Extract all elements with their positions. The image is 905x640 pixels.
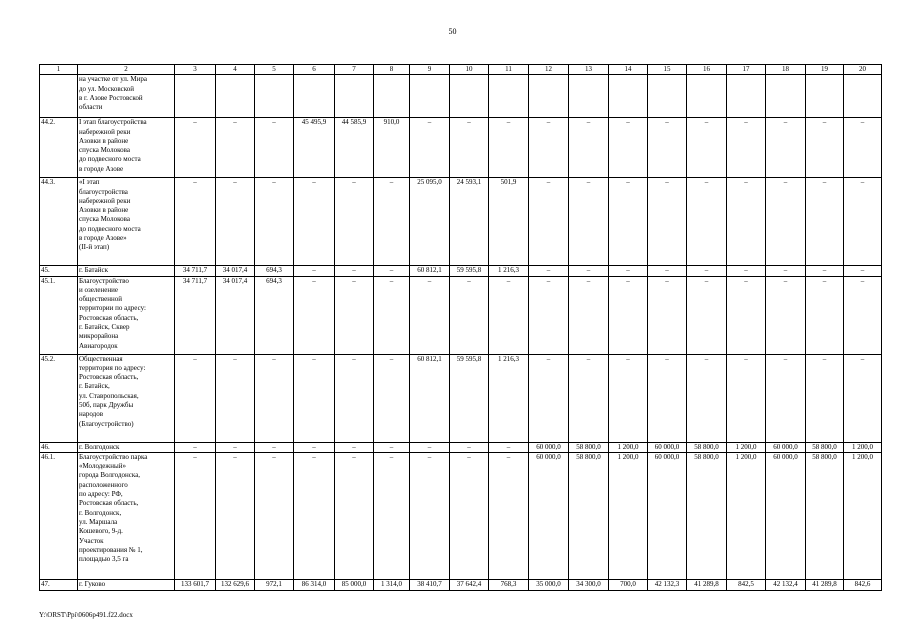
value-cell: –: [687, 118, 727, 178]
value-cell: –: [255, 452, 294, 579]
value-cell: –: [294, 266, 335, 276]
value-cell: –: [727, 276, 766, 354]
value-cell: –: [335, 266, 374, 276]
value-cell: [529, 75, 569, 118]
value-cell: –: [175, 118, 216, 178]
column-header: 1: [40, 65, 78, 75]
value-cell: –: [529, 276, 569, 354]
value-cell: 44 585,9: [335, 118, 374, 178]
value-cell: 59 595,8: [450, 354, 489, 442]
value-cell: –: [216, 452, 255, 579]
value-cell: –: [687, 266, 727, 276]
column-header: 20: [844, 65, 882, 75]
file-path: Y:\ORST\Ppi\0606p491.f22.docx: [39, 611, 133, 619]
row-number: 45.1.: [40, 276, 78, 354]
value-cell: 910,0: [374, 118, 410, 178]
value-cell: –: [216, 118, 255, 178]
value-cell: –: [569, 266, 609, 276]
table-row: [40, 178, 882, 266]
row-name: Общественная территория по адресу: Ростовская область, г. Батайск, ул. Ставропольская, 50б, парк Дружбы народов (Благоустройство): [78, 354, 175, 442]
value-cell: 41 289,8: [687, 579, 727, 590]
table-row: [40, 118, 882, 178]
value-cell: 41 289,8: [806, 579, 844, 590]
value-cell: –: [806, 354, 844, 442]
value-cell: 842,5: [727, 579, 766, 590]
row-name: г. Гуково: [78, 579, 175, 590]
value-cell: –: [374, 266, 410, 276]
column-header: 2: [78, 65, 175, 75]
value-cell: –: [335, 178, 374, 266]
value-cell: 842,6: [844, 579, 882, 590]
value-cell: –: [569, 178, 609, 266]
column-header: 3: [175, 65, 216, 75]
value-cell: –: [489, 442, 529, 452]
value-cell: 1 200,0: [609, 442, 648, 452]
value-cell: –: [175, 442, 216, 452]
value-cell: –: [489, 118, 529, 178]
value-cell: [766, 75, 806, 118]
value-cell: 60 000,0: [648, 452, 687, 579]
value-cell: [727, 75, 766, 118]
row-name: г. Волгодонск: [78, 442, 175, 452]
value-cell: –: [806, 178, 844, 266]
column-header: 18: [766, 65, 806, 75]
value-cell: –: [727, 266, 766, 276]
value-cell: –: [727, 354, 766, 442]
page-number: 50: [448, 27, 457, 36]
value-cell: –: [569, 354, 609, 442]
value-cell: –: [766, 276, 806, 354]
value-cell: [450, 75, 489, 118]
value-cell: 45 495,9: [294, 118, 335, 178]
value-cell: 768,3: [489, 579, 529, 590]
value-cell: 85 000,0: [335, 579, 374, 590]
value-cell: –: [175, 178, 216, 266]
value-cell: [255, 75, 294, 118]
value-cell: –: [294, 276, 335, 354]
value-cell: –: [335, 442, 374, 452]
table-row: [40, 276, 882, 354]
value-cell: –: [374, 452, 410, 579]
value-cell: –: [450, 442, 489, 452]
value-cell: 1 200,0: [609, 452, 648, 579]
value-cell: –: [450, 118, 489, 178]
value-cell: [175, 75, 216, 118]
value-cell: 1 200,0: [727, 452, 766, 579]
value-cell: –: [489, 276, 529, 354]
value-cell: [569, 75, 609, 118]
value-cell: –: [609, 276, 648, 354]
value-cell: –: [255, 354, 294, 442]
value-cell: –: [609, 118, 648, 178]
value-cell: –: [609, 266, 648, 276]
value-cell: 60 812,1: [410, 354, 450, 442]
value-cell: –: [294, 442, 335, 452]
column-header: 16: [687, 65, 727, 75]
value-cell: –: [175, 452, 216, 579]
value-cell: 1 216,3: [489, 266, 529, 276]
value-cell: 34 300,0: [569, 579, 609, 590]
value-cell: –: [175, 354, 216, 442]
value-cell: [216, 75, 255, 118]
table-row: [40, 266, 882, 276]
header-row: [40, 65, 882, 75]
value-cell: 25 095,0: [410, 178, 450, 266]
value-cell: 34 017,4: [216, 266, 255, 276]
value-cell: 694,3: [255, 276, 294, 354]
value-cell: –: [529, 178, 569, 266]
value-cell: –: [450, 276, 489, 354]
value-cell: –: [648, 118, 687, 178]
value-cell: –: [844, 178, 882, 266]
value-cell: –: [529, 266, 569, 276]
value-cell: [335, 75, 374, 118]
value-cell: 1 200,0: [844, 442, 882, 452]
value-cell: [609, 75, 648, 118]
row-number: 44.3.: [40, 178, 78, 266]
value-cell: –: [294, 452, 335, 579]
value-cell: –: [844, 118, 882, 178]
value-cell: –: [766, 354, 806, 442]
budget-table: [39, 64, 882, 591]
value-cell: –: [335, 354, 374, 442]
value-cell: –: [806, 118, 844, 178]
value-cell: 58 800,0: [569, 442, 609, 452]
column-header: 5: [255, 65, 294, 75]
value-cell: –: [648, 276, 687, 354]
value-cell: –: [806, 266, 844, 276]
value-cell: [806, 75, 844, 118]
value-cell: 1 200,0: [727, 442, 766, 452]
value-cell: –: [569, 276, 609, 354]
value-cell: –: [255, 178, 294, 266]
value-cell: 38 410,7: [410, 579, 450, 590]
column-header: 9: [410, 65, 450, 75]
value-cell: 501,9: [489, 178, 529, 266]
column-header: 15: [648, 65, 687, 75]
value-cell: –: [844, 354, 882, 442]
value-cell: –: [844, 266, 882, 276]
row-name: Благоустройство и озеленение общественной территории по адресу: Ростовская область, г. Батайск, Сквер микрорайона Авиагородок: [78, 276, 175, 354]
value-cell: 58 800,0: [569, 452, 609, 579]
value-cell: 58 800,0: [806, 452, 844, 579]
column-header: 13: [569, 65, 609, 75]
column-header: 7: [335, 65, 374, 75]
value-cell: 60 812,1: [410, 266, 450, 276]
value-cell: –: [410, 118, 450, 178]
value-cell: –: [569, 118, 609, 178]
value-cell: –: [687, 354, 727, 442]
value-cell: 58 800,0: [806, 442, 844, 452]
value-cell: 700,0: [609, 579, 648, 590]
value-cell: –: [648, 266, 687, 276]
value-cell: –: [294, 354, 335, 442]
value-cell: –: [374, 276, 410, 354]
value-cell: 42 132,3: [648, 579, 687, 590]
column-header: 17: [727, 65, 766, 75]
value-cell: 60 000,0: [529, 442, 569, 452]
value-cell: 86 314,0: [294, 579, 335, 590]
value-cell: [648, 75, 687, 118]
value-cell: –: [489, 452, 529, 579]
row-name: на участке от ул. Мира до ул. Московской в г. Азове Ростовской области: [78, 75, 175, 118]
value-cell: –: [216, 178, 255, 266]
value-cell: 60 000,0: [766, 442, 806, 452]
value-cell: –: [609, 178, 648, 266]
table-row: [40, 354, 882, 442]
column-header: 4: [216, 65, 255, 75]
row-number: 44.2.: [40, 118, 78, 178]
value-cell: 35 000,0: [529, 579, 569, 590]
value-cell: 58 800,0: [687, 442, 727, 452]
row-name: г. Батайск: [78, 266, 175, 276]
value-cell: –: [648, 178, 687, 266]
value-cell: 1 314,0: [374, 579, 410, 590]
value-cell: 42 132,4: [766, 579, 806, 590]
value-cell: 24 593,1: [450, 178, 489, 266]
table-row: [40, 75, 882, 118]
value-cell: –: [529, 354, 569, 442]
value-cell: –: [609, 354, 648, 442]
value-cell: –: [410, 276, 450, 354]
value-cell: [410, 75, 450, 118]
column-header: 11: [489, 65, 529, 75]
row-number: 45.: [40, 266, 78, 276]
row-name: I этап благоустройства набережной реки Азовки в районе спуска Молокова до подвесного моста в городе Азове: [78, 118, 175, 178]
value-cell: –: [335, 452, 374, 579]
value-cell: [687, 75, 727, 118]
value-cell: 34 017,4: [216, 276, 255, 354]
value-cell: –: [255, 442, 294, 452]
value-cell: –: [766, 118, 806, 178]
row-number: 46.: [40, 442, 78, 452]
value-cell: –: [374, 354, 410, 442]
value-cell: 34 711,7: [175, 276, 216, 354]
row-name: Благоустройство парка «Молодежный» города Волгодонска, расположенного по адресу: РФ, Ростовская область, г. Волгодонск, ул. Маршала Кошевого, 9-д. Участок проектирования № 1, площадью 3,5 га: [78, 452, 175, 579]
value-cell: –: [648, 354, 687, 442]
value-cell: –: [374, 178, 410, 266]
column-header: 14: [609, 65, 648, 75]
value-cell: 34 711,7: [175, 266, 216, 276]
table-row: [40, 579, 882, 590]
column-header: 8: [374, 65, 410, 75]
value-cell: [844, 75, 882, 118]
value-cell: –: [766, 178, 806, 266]
value-cell: –: [766, 266, 806, 276]
value-cell: 972,1: [255, 579, 294, 590]
row-number: 45.2.: [40, 354, 78, 442]
value-cell: –: [529, 118, 569, 178]
value-cell: –: [450, 452, 489, 579]
value-cell: –: [255, 118, 294, 178]
value-cell: –: [216, 442, 255, 452]
value-cell: [294, 75, 335, 118]
column-header: 19: [806, 65, 844, 75]
value-cell: –: [806, 276, 844, 354]
value-cell: [489, 75, 529, 118]
value-cell: –: [410, 452, 450, 579]
row-number: [40, 75, 78, 118]
value-cell: 132 629,6: [216, 579, 255, 590]
value-cell: –: [844, 276, 882, 354]
value-cell: [374, 75, 410, 118]
value-cell: 59 595,8: [450, 266, 489, 276]
value-cell: 58 800,0: [687, 452, 727, 579]
row-number: 47.: [40, 579, 78, 590]
value-cell: –: [410, 442, 450, 452]
value-cell: 60 000,0: [648, 442, 687, 452]
column-header: 12: [529, 65, 569, 75]
value-cell: 37 642,4: [450, 579, 489, 590]
column-header: 10: [450, 65, 489, 75]
row-name: «I этап благоустройства набережной реки Азовки в районе спуска Молокова до подвесного моста в городе Азове» (II-й этап): [78, 178, 175, 266]
value-cell: –: [687, 276, 727, 354]
table-row: [40, 442, 882, 452]
value-cell: 694,3: [255, 266, 294, 276]
value-cell: 60 000,0: [766, 452, 806, 579]
value-cell: –: [727, 118, 766, 178]
value-cell: 60 000,0: [529, 452, 569, 579]
value-cell: –: [687, 178, 727, 266]
value-cell: 1 216,3: [489, 354, 529, 442]
value-cell: 1 200,0: [844, 452, 882, 579]
value-cell: –: [294, 178, 335, 266]
value-cell: –: [216, 354, 255, 442]
value-cell: –: [374, 442, 410, 452]
row-number: 46.1.: [40, 452, 78, 579]
value-cell: 133 601,7: [175, 579, 216, 590]
value-cell: –: [727, 178, 766, 266]
table-row: [40, 452, 882, 579]
column-header: 6: [294, 65, 335, 75]
value-cell: –: [335, 276, 374, 354]
